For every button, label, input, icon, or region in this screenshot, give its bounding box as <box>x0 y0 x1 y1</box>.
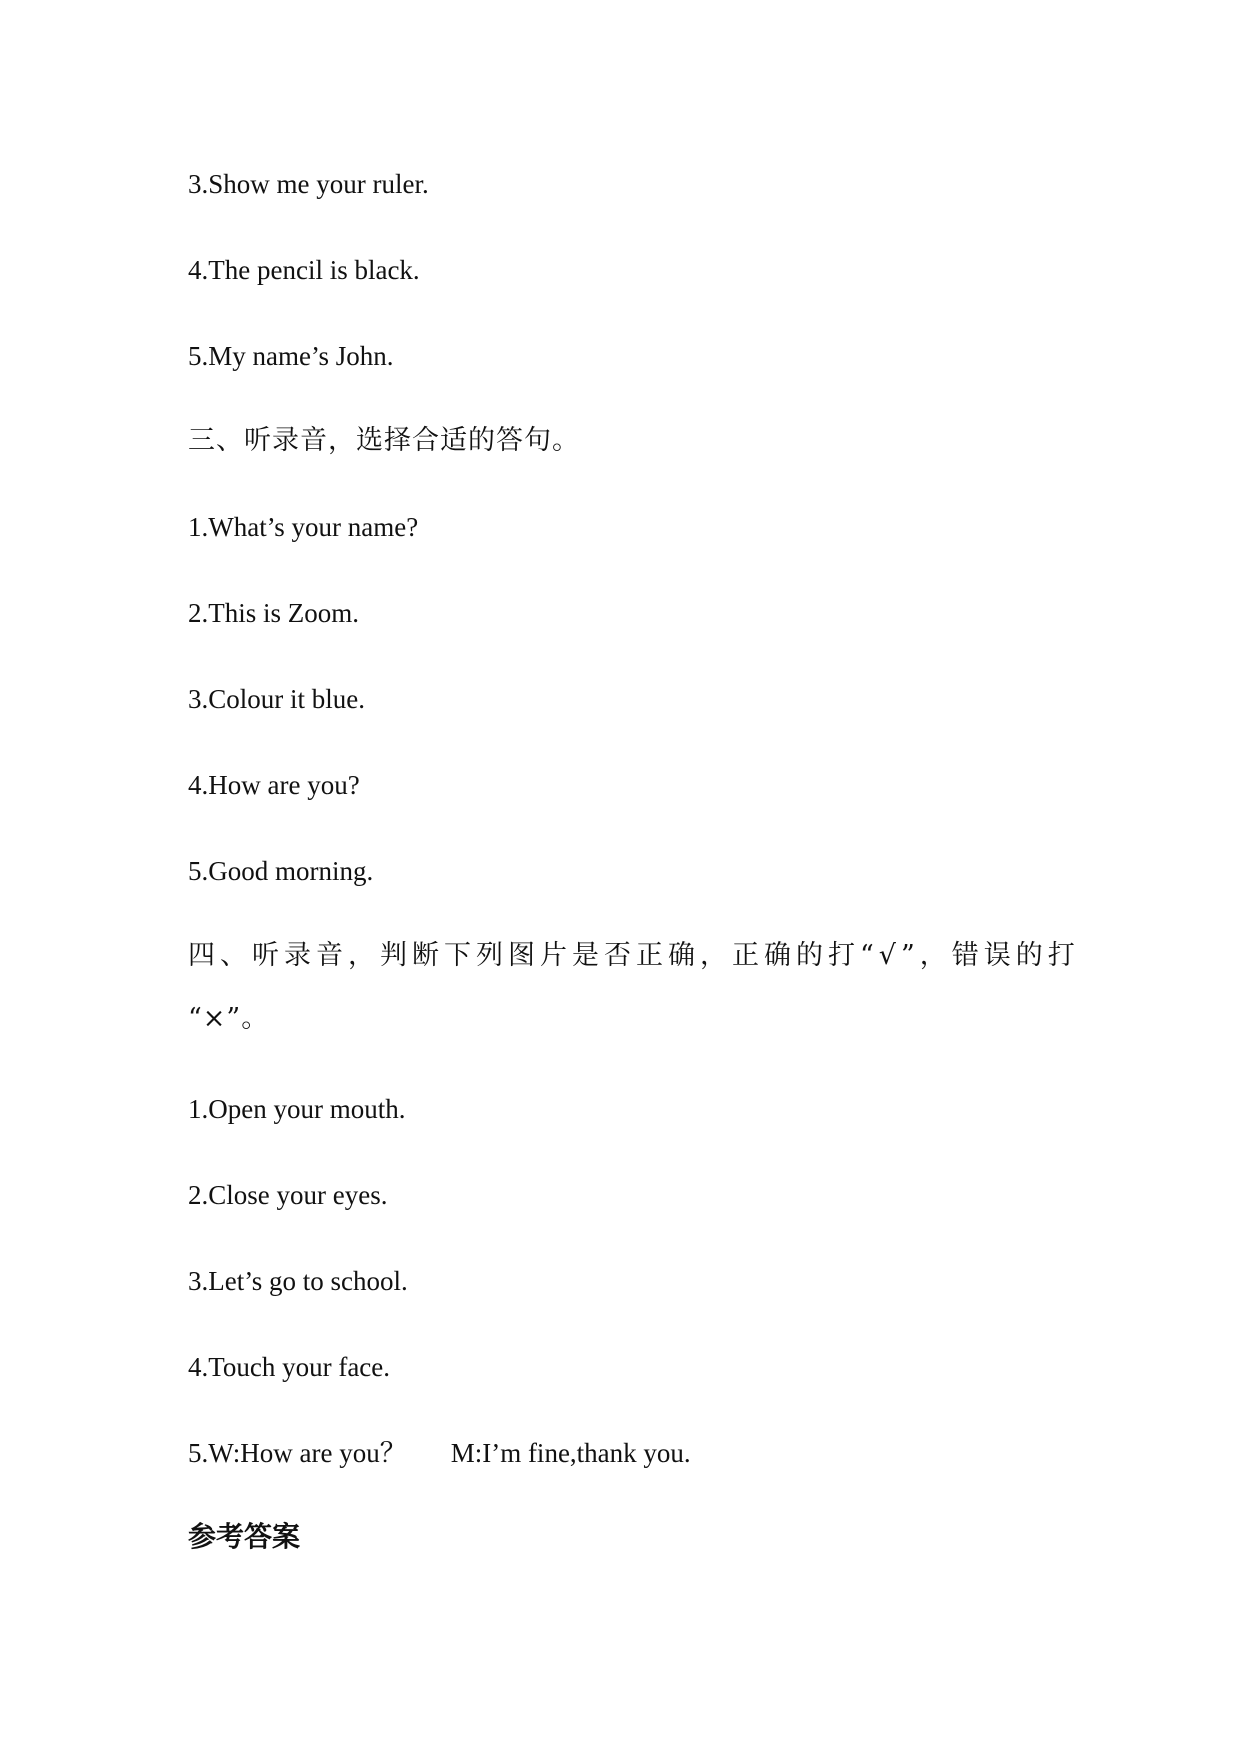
listening-line: 2.This is Zoom. <box>188 598 360 628</box>
listening-line: 3.Show me your ruler. <box>188 169 429 199</box>
listening-line: 3.Let’s go to school. <box>188 1266 408 1296</box>
answers-heading: 参考答案 <box>188 1520 301 1553</box>
dialogue-line <box>188 1437 691 1469</box>
section-heading: 四、听录音，判断下列图片是否正确，正确的打“√”，错误的打 <box>188 940 1080 971</box>
listening-line: 1.What’s your name? <box>188 512 419 542</box>
listening-line: 1.Open your mouth. <box>188 1094 406 1124</box>
section-heading: 三、听录音，选择合适的答句。 <box>188 425 580 456</box>
listening-line: 4.The pencil is black. <box>188 255 420 285</box>
listening-line: 2.Close your eyes. <box>188 1180 388 1210</box>
listening-line: 3.Colour it blue. <box>188 684 365 714</box>
section-heading-continued: “×”。 <box>188 1003 270 1034</box>
listening-line: 4.How are you? <box>188 770 360 800</box>
dialogue-answer: M:I’m fine,thank you. <box>450 1438 691 1468</box>
dialogue-question: 5.W:How are you？ <box>188 1438 407 1468</box>
listening-line: 5.Good morning. <box>188 856 374 886</box>
listening-line: 4.Touch your face. <box>188 1352 391 1382</box>
listening-line: 5.My name’s John. <box>188 341 394 371</box>
